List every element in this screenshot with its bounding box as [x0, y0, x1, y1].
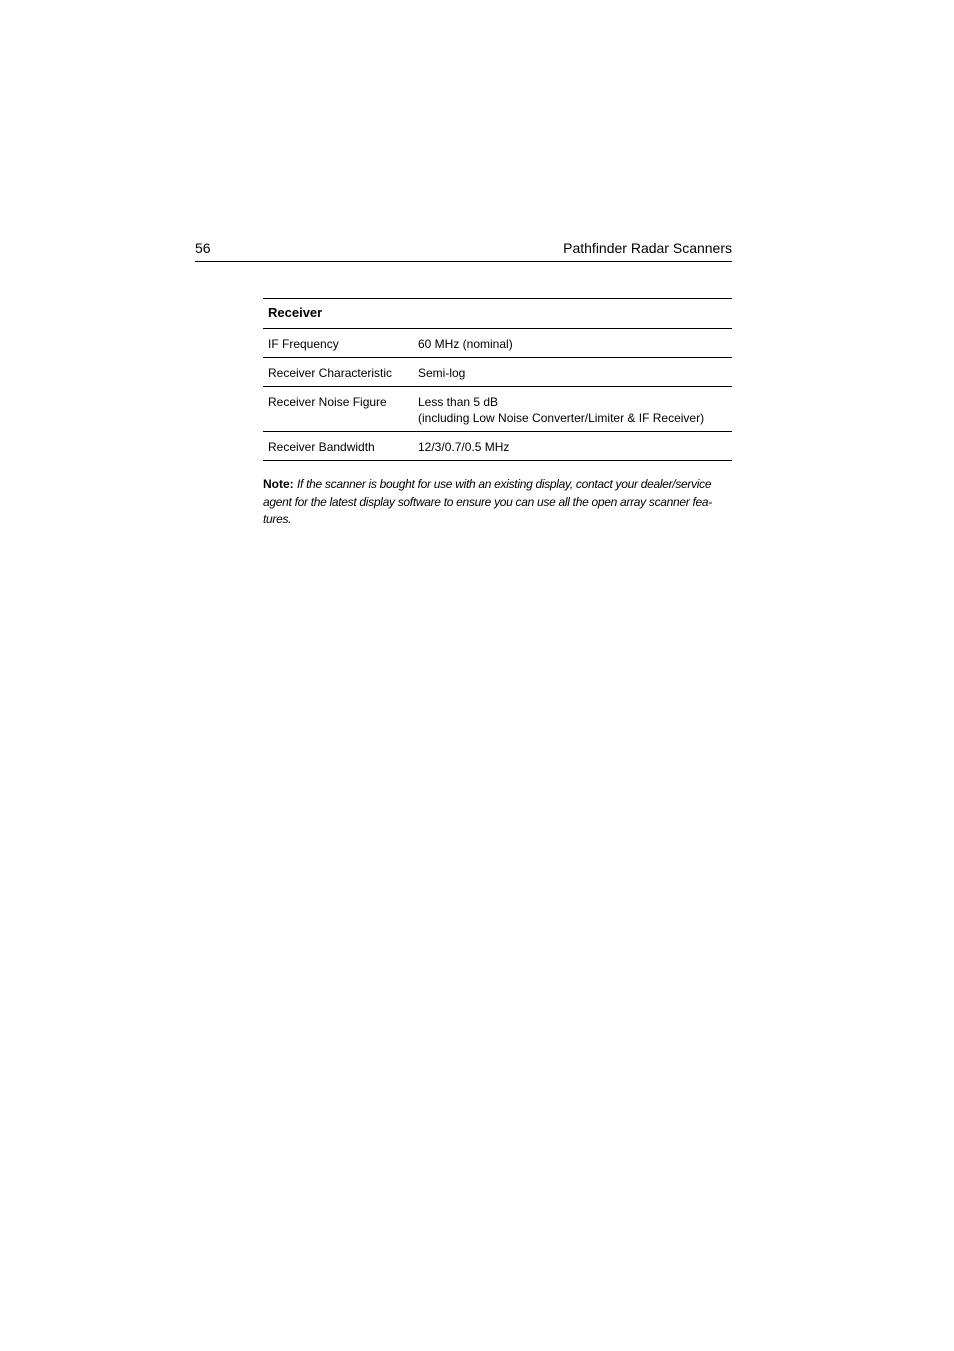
table-row — [263, 358, 732, 387]
page-number: 56 — [195, 240, 211, 256]
document-title: Pathfinder Radar Scanners — [563, 240, 732, 256]
note-paragraph — [263, 476, 735, 529]
spec-value-line: Less than 5 dB — [418, 395, 499, 409]
note-text: If the scanner is bought for use with an existing display, contact your dealer/service agent for the latest display software to ensure you can use all the open array scanner fea-tures. — [263, 477, 712, 526]
spec-value: 12/3/0.7/0.5 MHz — [418, 440, 510, 454]
spec-label: Receiver Bandwidth — [268, 440, 375, 454]
table-section-header — [263, 299, 732, 329]
running-header — [195, 238, 732, 262]
spec-value: Semi-log — [418, 366, 466, 380]
table-row — [263, 387, 732, 432]
receiver-spec-table — [263, 298, 732, 461]
spec-value: 60 MHz (nominal) — [418, 337, 513, 351]
spec-label: Receiver Noise Figure — [268, 395, 387, 409]
spec-label: IF Frequency — [268, 337, 339, 351]
section-title: Receiver — [268, 305, 323, 320]
note-label: Note: — [263, 477, 294, 491]
spec-value-line: (including Low Noise Converter/Limiter & IF Receiver) — [418, 411, 705, 425]
table-row — [263, 432, 732, 461]
spec-value — [418, 394, 704, 426]
spec-label: Receiver Characteristic — [268, 366, 393, 380]
table-row — [263, 329, 732, 358]
